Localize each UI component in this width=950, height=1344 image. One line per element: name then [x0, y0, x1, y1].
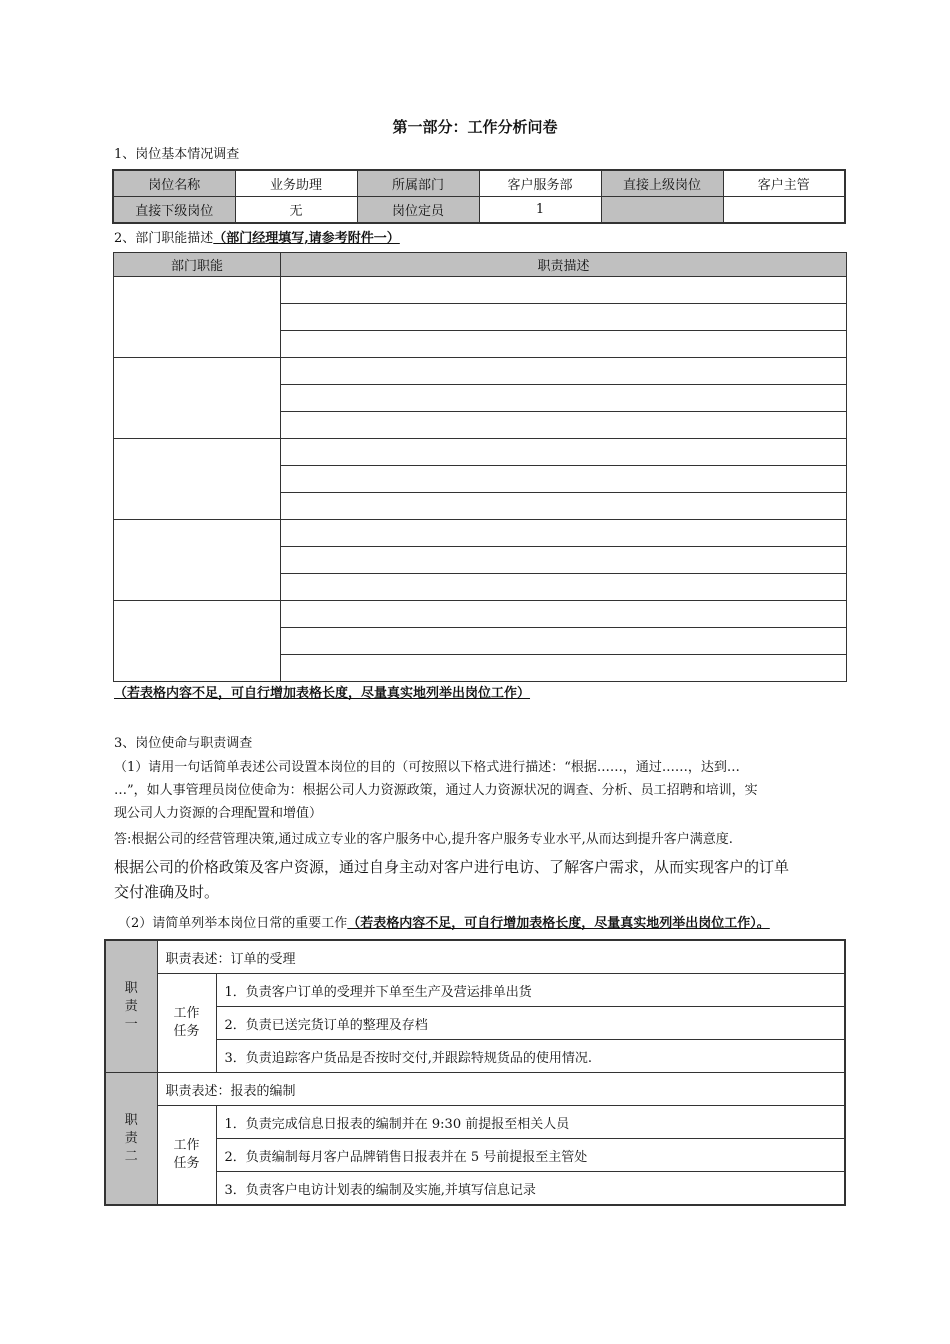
question2 — [118, 912, 770, 931]
table-row — [113, 170, 845, 197]
headcount-label: 岗位定员 — [357, 197, 479, 224]
work-task-label: 工作 任务 — [157, 974, 216, 1073]
position-name-value: 业务助理 — [235, 170, 357, 197]
function-cell — [114, 277, 281, 358]
answer2-line: 交付准确及时。 — [114, 883, 220, 901]
task-item: 2．负责编制每月客户品牌销售日报表并在 5 号前提报至主管处 — [216, 1139, 845, 1172]
question1-line: …”，如人事管理员岗位使命为：根据公司人力资源政策，通过人力资源状况的调查、分析、员工招聘和培训，实 — [114, 783, 758, 798]
table-row — [105, 940, 845, 974]
description-cell — [281, 628, 847, 655]
subordinate-value: 无 — [235, 197, 357, 224]
table-row — [105, 1007, 845, 1040]
description-cell — [281, 466, 847, 493]
task-item: 3．负责客户电访计划表的编制及实施,并填写信息记录 — [216, 1172, 845, 1206]
page-title: 第一部分：工作分析问卷 — [392, 118, 558, 136]
duty-label: 职 责 一 — [105, 940, 157, 1073]
table-row — [105, 974, 845, 1007]
empty-cell — [723, 197, 845, 224]
description-cell — [281, 574, 847, 601]
task-item: 1．负责完成信息日报表的编制并在 9:30 前提报至相关人员 — [216, 1106, 845, 1139]
table-row — [105, 1073, 845, 1106]
basic-info-table — [112, 169, 846, 224]
description-cell — [281, 520, 847, 547]
duty-statement: 职责表述：订单的受理 — [157, 940, 845, 974]
department-value: 客户服务部 — [479, 170, 601, 197]
description-cell — [281, 601, 847, 628]
table-header-row — [114, 253, 847, 277]
description-cell — [281, 439, 847, 466]
description-cell — [281, 547, 847, 574]
table-row — [114, 601, 847, 628]
task-item: 2．负责已送完货订单的整理及存档 — [216, 1007, 845, 1040]
description-cell — [281, 358, 847, 385]
superior-value: 客户主管 — [723, 170, 845, 197]
question2-prefix: （2）请简单列举本岗位日常的重要工作 — [118, 916, 348, 931]
description-cell — [281, 277, 847, 304]
function-cell — [114, 601, 281, 682]
table-row — [114, 439, 847, 466]
table-row — [105, 1106, 845, 1139]
table-row — [114, 277, 847, 304]
table-row — [105, 1139, 845, 1172]
table-row — [114, 358, 847, 385]
section3-heading: 3、岗位使命与职责调查 — [114, 736, 253, 751]
empty-cell — [601, 197, 723, 224]
question1 — [114, 756, 839, 825]
department-label: 所属部门 — [357, 170, 479, 197]
function-cell — [114, 439, 281, 520]
question1-line: （1）请用一句话简单表述公司设置本岗位的目的（可按照以下格式进行描述：“根据……，通过……，达到… — [114, 760, 740, 775]
section2-heading-prefix: 2、部门职能描述 — [114, 231, 214, 246]
function-column-header: 部门职能 — [114, 253, 281, 277]
duties-table — [104, 939, 846, 1206]
task-item: 3．负责追踪客户货品是否按时交付,并跟踪特规货品的使用情况. — [216, 1040, 845, 1073]
duty-statement: 职责表述：报表的编制 — [157, 1073, 845, 1106]
section2-heading-note: （部门经理填写,请参考附件一） — [213, 231, 400, 246]
answer2 — [114, 855, 839, 905]
table-length-note: （若表格内容不足，可自行增加表格长度，尽量真实地列举出岗位工作） — [114, 686, 531, 701]
table-row — [113, 197, 845, 224]
position-name-label: 岗位名称 — [113, 170, 235, 197]
question1-line: 现公司人力资源的合理配置和增值） — [114, 806, 323, 821]
subordinate-label: 直接下级岗位 — [113, 197, 235, 224]
work-task-label: 工作 任务 — [157, 1106, 216, 1206]
table-row — [105, 1172, 845, 1206]
section1-heading: 1、岗位基本情况调查 — [114, 147, 240, 162]
description-cell — [281, 304, 847, 331]
superior-label: 直接上级岗位 — [601, 170, 723, 197]
table-row — [105, 1040, 845, 1073]
section2-heading — [114, 227, 400, 246]
description-cell — [281, 655, 847, 682]
function-cell — [114, 358, 281, 439]
description-cell — [281, 385, 847, 412]
task-item: 1．负责客户订单的受理并下单至生产及营运排单出货 — [216, 974, 845, 1007]
headcount-value: 1 — [479, 197, 601, 224]
answer1: 答:根据公司的经营管理决策,通过成立专业的客户服务中心,提升客户服务专业水平,从而达到提升客户满意度. — [114, 832, 733, 847]
description-cell — [281, 412, 847, 439]
description-column-header: 职责描述 — [281, 253, 847, 277]
department-function-table — [113, 252, 847, 682]
answer2-line: 根据公司的价格政策及客户资源，通过自身主动对客户进行电访、了解客户需求，从而实现客户的订单 — [114, 858, 790, 876]
description-cell — [281, 331, 847, 358]
duty-label: 职 责 二 — [105, 1073, 157, 1206]
description-cell — [281, 493, 847, 520]
table-row — [114, 520, 847, 547]
function-cell — [114, 520, 281, 601]
question2-note: （若表格内容不足，可自行增加表格长度，尽量真实地列举出岗位工作）。 — [347, 916, 770, 931]
